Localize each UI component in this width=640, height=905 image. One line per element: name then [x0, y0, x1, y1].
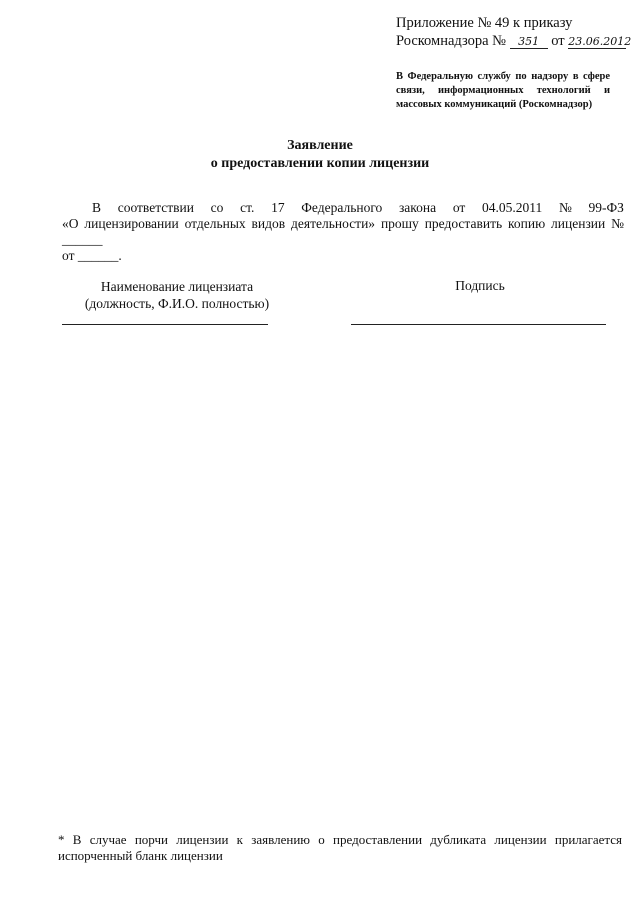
body-word: закона: [398, 200, 437, 215]
appendix-line-2: [396, 32, 632, 50]
order-label: Роскомнадзора №: [396, 33, 506, 49]
body-word: 99-ФЗ: [588, 200, 624, 215]
date-label: от: [551, 33, 565, 49]
body-word: В: [92, 200, 102, 215]
appendix-line-1: Приложение № 49 к приказу: [396, 15, 573, 31]
application-body: [62, 200, 624, 264]
signature-line[interactable]: [351, 324, 606, 325]
appendix-header: [396, 14, 632, 50]
signature-label: Подпись: [455, 278, 505, 293]
body-word: от: [452, 200, 466, 215]
body-line-1: [62, 200, 624, 216]
handwritten-order-number: 351: [510, 36, 548, 49]
document-title: Заявление: [287, 138, 353, 153]
addressee-block: В Федеральную службу по надзору в сфере связи, информационных технологий и массовых коммуникаций (Роскомнадзор): [396, 71, 610, 110]
body-line-2: «О лицензировании отдельных видов деятельности» прошу предоставить копию лицензии № ______: [62, 216, 624, 247]
document-subtitle: о предоставлении копии лицензии: [210, 156, 430, 171]
handwritten-order-date: 23.06.2012: [568, 35, 632, 48]
licensee-label-line-2: (должность, Ф.И.О. полностью): [84, 296, 270, 311]
body-word: Федерального: [301, 200, 383, 215]
body-word: ст.: [240, 200, 255, 215]
licensee-name-label: [62, 278, 292, 312]
licensee-label-line-1: Наименование лицензиата: [100, 279, 254, 294]
body-word: №: [558, 200, 572, 215]
body-word: со: [210, 200, 224, 215]
footnote: * В случае порчи лицензии к заявлению о предоставлении дубликата лицензии прилагается испорченный бланк лицензии: [58, 832, 622, 863]
licensee-name-line[interactable]: [62, 324, 268, 325]
body-line-3: от ______.: [62, 248, 122, 263]
body-word: 17: [271, 200, 285, 215]
body-word: соответствии: [117, 200, 194, 215]
body-word: 04.05.2011: [482, 200, 543, 215]
